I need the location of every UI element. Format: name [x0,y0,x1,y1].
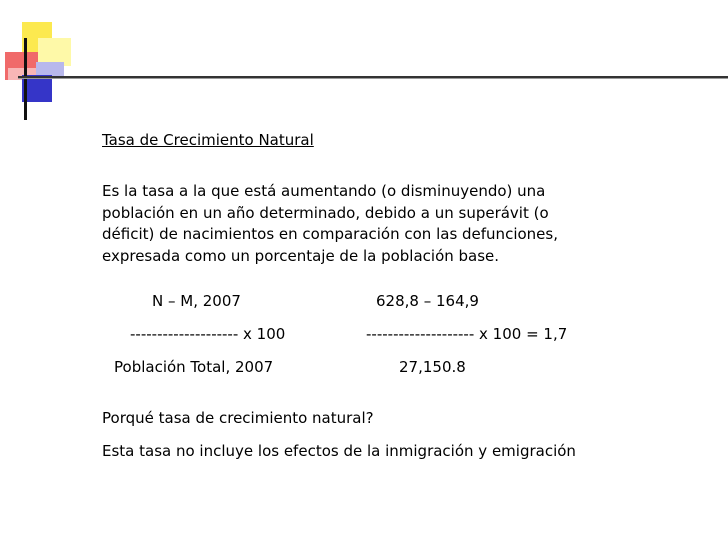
paragraph-line: expresada como un porcentaje de la población base. [102,246,500,265]
paragraph-line: población en un año determinado, debido a un superávit (o [102,203,549,222]
answer-text: Esta tasa no incluye los efectos de la inmigración y emigración [102,442,576,460]
formula-numerator-label: N – M, 2007 [152,292,241,310]
paragraph-line: Es la tasa a la que está aumentando (o disminuyendo) una [102,182,546,200]
formula-divider-label: -------------------- x 100 [130,325,286,343]
decor-horizontal-rule-shadow [18,78,728,79]
decor-vertical-rule [24,38,27,120]
decor-light-blue-square [36,62,64,76]
formula-divider-value: -------------------- x 100 = 1,7 [366,325,568,343]
paragraph-line: déficit) de nacimientos en comparación con las defunciones, [102,225,558,243]
definition-paragraph [102,181,632,267]
formula-denominator-label: Población Total, 2007 [114,358,274,376]
formula-numerator-value: 628,8 – 164,9 [376,292,479,310]
question-text: Porqué tasa de crecimiento natural? [102,409,374,427]
slide-title: Tasa de Crecimiento Natural [102,131,314,149]
formula-denominator-value: 27,150.8 [399,358,466,376]
